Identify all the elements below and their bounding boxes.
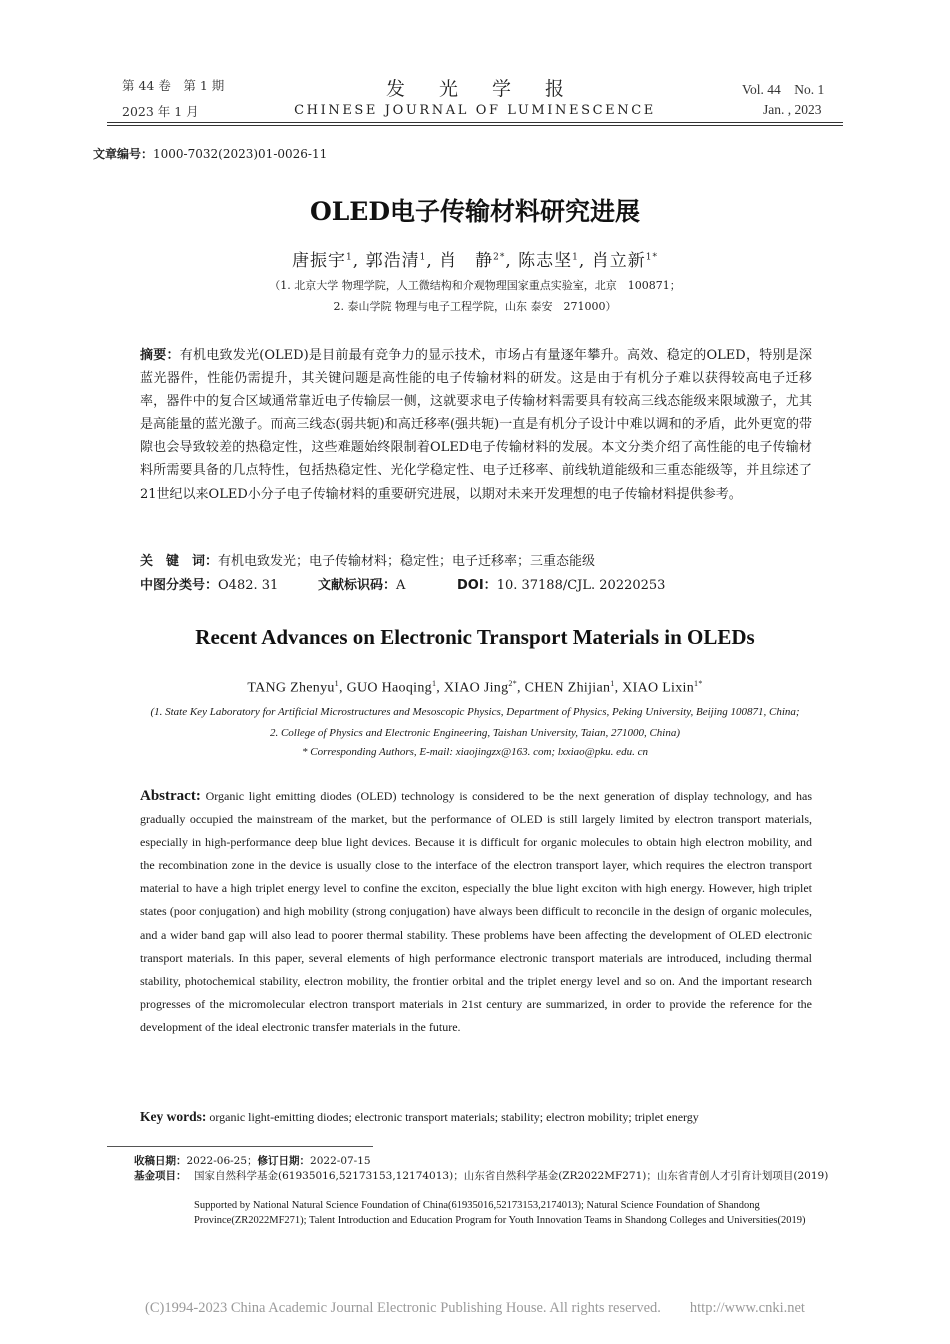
footnote-rule xyxy=(107,1146,373,1147)
title-en: Recent Advances on Electronic Transport Materials in OLEDs xyxy=(195,625,755,649)
revised-label: 修订日期： xyxy=(257,1155,311,1167)
fund-cn: 国家自然科学基金(61935016,52173153,12174013)；山东省自然科学基金(ZR2022MF271)；山东省青创人才引育计划项目(2019) xyxy=(194,1170,829,1182)
author-en-sup: 1 xyxy=(610,679,615,688)
doc-code-label: 文献标识码： xyxy=(318,578,397,593)
volume-issue-cn: 第 44 卷 第 1 期 xyxy=(122,78,225,93)
keywords-cn-text: 有机电致发光；电子传输材料；稳定性；电子迁移率；三重态能级 xyxy=(218,554,596,569)
abstract-cn xyxy=(140,344,812,506)
author-cn-sup: 1 xyxy=(419,252,427,263)
article-number xyxy=(93,145,327,162)
author-en: XIAO Lixin xyxy=(622,680,695,696)
author-sep: , xyxy=(614,680,623,696)
clc-label: 中图分类号： xyxy=(140,578,219,593)
abstract-en xyxy=(140,785,812,1039)
corresponding-authors: * Corresponding Authors, E-mail: xiaojingzx@163. com; lxxiao@pku. edu. cn xyxy=(302,746,648,758)
keywords-cn-label: 关 键 词： xyxy=(140,554,219,569)
author-sep: , xyxy=(517,680,525,696)
revised-date: 2022-07-15 xyxy=(310,1155,371,1167)
author-en-sup: 1* xyxy=(694,679,703,688)
author-en: CHEN Zhijian xyxy=(524,680,611,696)
keywords-en-label: Key words: xyxy=(140,1109,207,1124)
document-code xyxy=(318,574,405,593)
author-cn-sup: 1 xyxy=(346,252,353,263)
doi-label: DOI： xyxy=(457,578,497,593)
fund-label: 基金项目： xyxy=(134,1170,187,1182)
author-cn-sup: 2* xyxy=(493,252,506,263)
received-date: 2022-06-25； xyxy=(186,1155,258,1167)
copyright-notice: (C)1994-2023 China Academic Journal Electronic Publishing House. All rights reserved. http://www.cnki.net xyxy=(145,1300,805,1316)
affiliation-en-1: (1. State Key Laboratory for Artificial Microstructures and Mesoscopic Physics, Department of Physics, Peking University, Beijing 100871, China; xyxy=(150,706,800,718)
author-en: GUO Haoqing xyxy=(346,680,432,696)
journal-title-cn: 发 光 学 报 xyxy=(385,78,579,100)
authors-en xyxy=(0,679,950,697)
affiliation-en-2: 2. College of Physics and Electronic Engineering, Taishan University, Taian, 271000, China) xyxy=(269,727,681,739)
fund-en: Supported by National Natural Science Foundation of China(61935016,52173153,2174013); Natural Science Foundation of Shandong Province(ZR2022MF271); Talent Introduction and Education Program for Youth Innovation Teams in Shandong Colleges and Universities(2019) xyxy=(194,1200,806,1226)
received-label: 收稿日期： xyxy=(134,1155,187,1167)
author-en-sup: 1 xyxy=(431,679,437,688)
abstract-en-label: Abstract: xyxy=(140,788,201,804)
clc-number xyxy=(140,574,278,593)
affiliation-cn-1: （1. 北京大学 物理学院，人工微结构和介观物理国家重点实验室，北京 100871； xyxy=(269,279,681,292)
author-sep: , xyxy=(505,251,519,271)
author-cn: 唐振宇 xyxy=(292,251,347,271)
author-cn: 肖 静 xyxy=(439,251,494,271)
doi-value: 10. 37188/CJL. 20220253 xyxy=(496,578,666,593)
author-cn: 肖立新 xyxy=(591,251,646,271)
article-number-label: 文章编号： xyxy=(93,147,154,161)
abstract-cn-text: 有机电致发光(OLED)是目前最有竞争力的显示技术，市场占有量逐年攀升。高效、稳定的OLED，特别是深蓝光器件，性能仍需提升，其关键问题是高性能的电子传输材料的研发。这是由于有机分子难以获得较高电子迁移率，器件中的复合区域通常靠近电子传输层一侧，这就要求电子传输材料需要具有较高三线态能级来限域激子，尤其是高能量的蓝光激子。而高三线态(弱共轭)和高迁移率(强共轭)一直是有机分子设计中难以调和的矛盾，此外更宽的带隙也会导致较差的热稳定性，这些难题始终限制着OLED电子传输材料的发展。本文分类介绍了高性能的电子传输材料所需要具备的几点特性，包括热稳定性、光化学稳定性、电子迁移率、前线轨道能级和三重态能级等，并且综述了21世纪以来OLED小分子电子传输材料的重要研究进展，以期对未来开发理想的电子传输材料提供参考。 xyxy=(140,348,812,502)
author-sep: , xyxy=(426,251,440,271)
affiliation-cn-2: 2. 泰山学院 物理与电子工程学院，山东 泰安 271000） xyxy=(333,300,617,313)
title-cn: OLED电子传输材料研究进展 xyxy=(309,197,641,226)
author-sep: , xyxy=(436,680,444,696)
author-cn-sup: 1* xyxy=(645,252,658,263)
author-en-sup: 2* xyxy=(508,679,518,688)
article-number-value: 1000-7032(2023)01-0026-11 xyxy=(153,147,328,161)
date-cn: 2023 年 1 月 xyxy=(122,104,199,119)
author-cn: 郭浩清 xyxy=(365,251,420,271)
author-sep: , xyxy=(352,251,366,271)
header-rule-bottom xyxy=(107,125,843,126)
clc-value: O482. 31 xyxy=(218,578,279,593)
keywords-cn xyxy=(140,550,595,569)
author-sep: , xyxy=(578,251,592,271)
authors-cn xyxy=(0,246,950,271)
journal-title-en: CHINESE JOURNAL OF LUMINESCENCE xyxy=(294,103,656,118)
keywords-en-text: organic light-emitting diodes; electronic transport materials; stability; electron mobility; triplet energy xyxy=(206,1110,699,1124)
author-cn-sup: 1 xyxy=(572,252,579,263)
received-revised-dates xyxy=(134,1154,371,1169)
volume-issue-en: Vol. 44 No. 1 xyxy=(742,82,825,97)
author-en-sup: 1 xyxy=(334,679,339,688)
doc-code-value: A xyxy=(396,578,406,593)
author-cn: 陈志坚 xyxy=(518,251,573,271)
abstract-en-text: Organic light emitting diodes (OLED) technology is considered to be the next generation of display technology, and has gradually occupied the mainstream of the market, but the performance of OLED is still largely limited by electron transport materials, especially in high-performance deep blue light devices. Because it is difficult for organic molecules to obtain high electron mobility, and the recombination zone in the device is usually close to the interface of the electron transport layer, which requires the electron transport material to have a high triplet energy level to confine the exciton, especially the blue light exciton with high energy. However, high triplet states (poor conjugation) and high mobility (strong conjugation) have always been difficult to reconcile in the design of organic molecules, and a wider band gap will also lead to poorer thermal stability. These problems have been affecting the development of OLED electronic transport materials. In this paper, several elements of high performance electronic transport materials are introduced, including thermal stability, photochemical stability, electron mobility, the frontier orbital and the triplet energy level and so on. And the important research progresses of the micromolecular electron transport materials in 21st century are summarized, in order to provide the reference for the development of the ideal electronic transfer materials in the future. xyxy=(140,789,812,1034)
abstract-cn-label: 摘要： xyxy=(140,348,180,363)
header-rule-top xyxy=(107,122,843,123)
keywords-en xyxy=(140,1109,699,1125)
doi xyxy=(457,574,665,593)
author-en: TANG Zhenyu xyxy=(247,680,335,696)
author-en: XIAO Jing xyxy=(443,680,509,696)
author-sep: , xyxy=(338,680,347,696)
date-en: Jan. , 2023 xyxy=(763,102,822,117)
